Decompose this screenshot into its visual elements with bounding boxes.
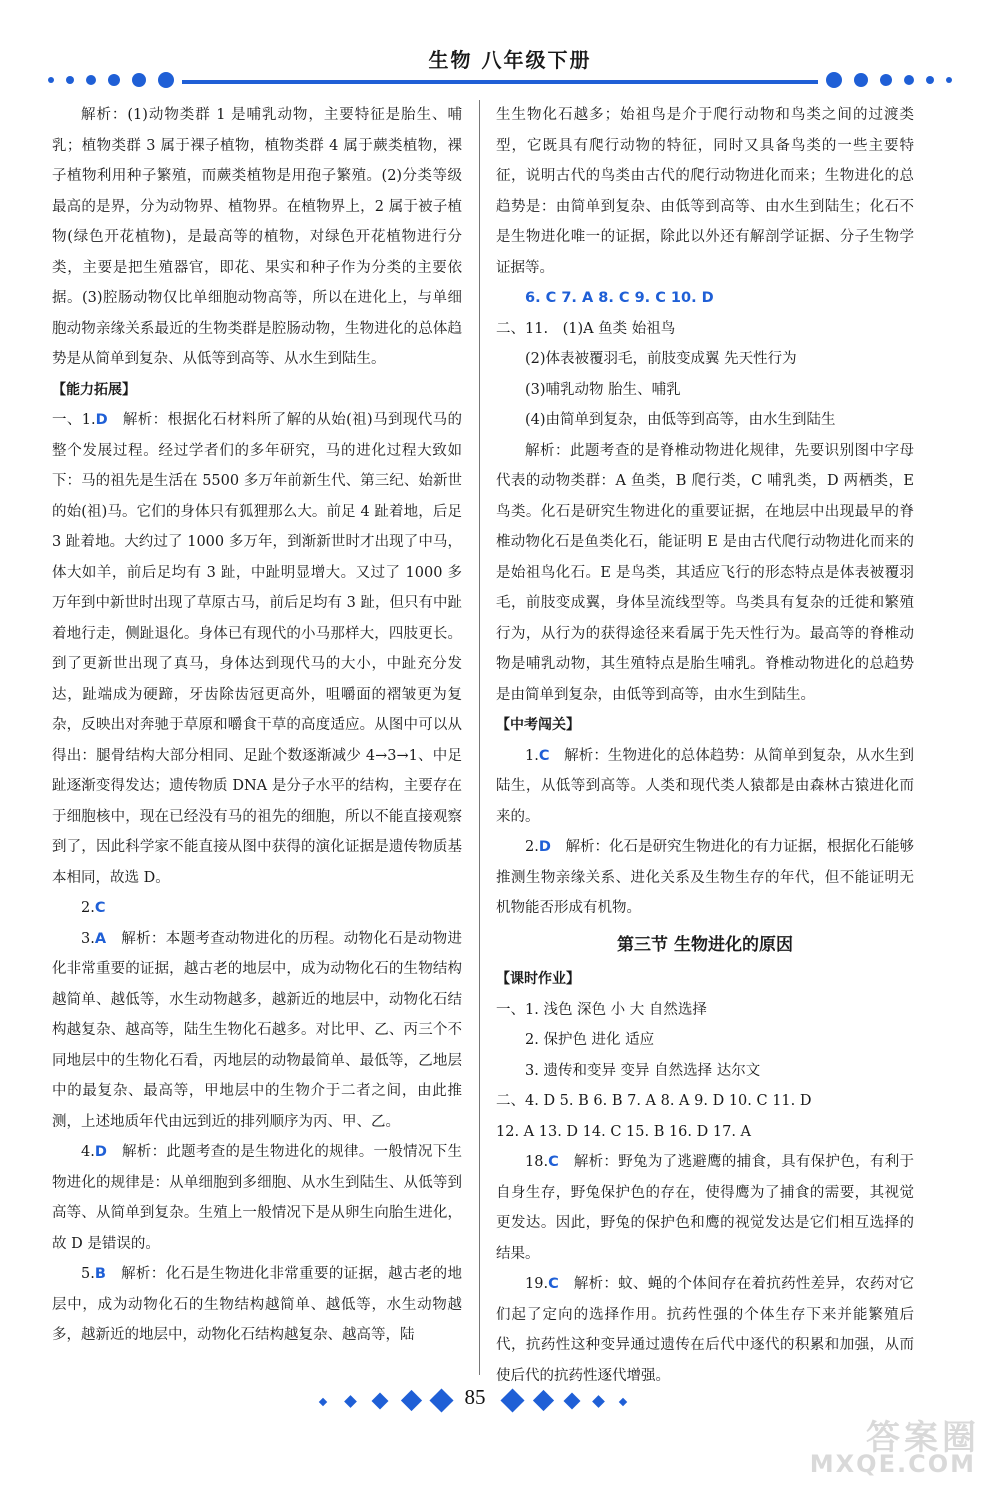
exam-question-2 — [496, 832, 914, 924]
watermark-url: MXQE.COM — [809, 1450, 976, 1478]
footer-diamond — [592, 1395, 605, 1408]
answers-row: 一、1. 浅色 深色 小 大 自然选择 — [496, 1001, 707, 1018]
header-dot — [132, 73, 146, 87]
header-dot — [946, 77, 952, 83]
header-dot — [48, 77, 54, 83]
explanation: 解析：蚊、蝇的个体间存在着抗药性差异，农药对它们起了定向的选择作用。抗药性强的个体生存下来并能繁殖后代，抗药性这种变异通过遗传在后代中逐代的积累和加强，从而使后代的抗药性逐代增强。 — [496, 1276, 915, 1384]
right-column — [496, 100, 914, 1391]
question-number: 5. — [81, 1266, 95, 1282]
explanation: 解析：根据化石材料所了解的从始(祖)马到现代马的整个发展过程。经过学者们的多年研究，马的进化过程大致如下：马的祖先是生活在 5500 多万年前新生代、第三纪、始新世的始(祖)马。它们的身体只有狐狸那么大。前足 4 趾着地，后足 3 趾着地。大约过了 1000 多万年，到渐新世时才出现了中马，体大如羊，前后足均有 3 趾，中趾明显增大。又过了 1000 多万年到中新世时出现了草原古马，前后足均有 3 趾，但只有中趾着地行走，侧趾退化。身体已有现代的小马那样大，四肢更长。到了更新世出现了真马，身体达到现代马的大小，中趾充分发达，趾端成为硬蹄，牙齿除齿冠更高外，咀嚼面的褶皱更为复杂，反映出对奔驰于草原和嚼食干草的高度适应。从图中可以从得出：腿骨结构大部分相同、足趾个数逐渐减少 4→3→1、中足趾逐渐变得发达；遗传物质 DNA 是分子水平的结构，主要存在于细胞核中，现在已经没有马的祖先的细胞，所以不能直接观察到了，因此科学家不能直接从图中获得的演化证据是遗传物质基本相同，故选 D。 — [52, 412, 463, 886]
question-5 — [52, 1259, 462, 1351]
explanation: 解析：本题考查动物进化的历程。动物化石是动物进化非常重要的证据，越古老的地层中，成为动物化石的生物结构越简单、越低等，水生动物越多，越新近的地层中，动物化石结构越复杂、越高等，陆生生物化石越多。对比甲、乙、丙三个不同地层中的生物化石看，丙地层的动物最简单、最低等，乙地层中的最复杂、最高等，甲地层中的生物介于二者之间，由此推测，上述地质年代由远到近的排列顺序为丙、甲、乙。 — [52, 930, 463, 1130]
question-number: 二、11. — [496, 320, 549, 337]
answer-part: (3)哺乳动物 胎生、哺乳 — [525, 381, 681, 398]
question-number: 18. — [525, 1154, 549, 1170]
section-label: 【课时作业】 — [496, 971, 580, 987]
answers-row: 3. 遗传和变异 变异 自然选择 达尔文 — [525, 1062, 761, 1079]
question-19 — [496, 1269, 914, 1391]
explanation: 解析：化石是研究生物进化的有力证据，根据化石能够推测生物亲缘关系、进化关系及生物生存的年代，但不能证明无机物能否形成有机物。 — [496, 839, 915, 916]
footer-diamond — [319, 1398, 327, 1406]
explanation: 解析：野兔为了逃避鹰的捕食，具有保护色，有利于自身生存，野兔保护色的存在，使得鹰为了捕食的需要，其视觉更发达。因此，野兔的保护色和鹰的视觉发达是它们相互选择的结果。 — [496, 1154, 915, 1262]
header-dot — [826, 72, 842, 88]
footer-diamond — [401, 1390, 422, 1411]
header-dot — [926, 76, 934, 84]
footer-diamond — [372, 1393, 389, 1410]
answer-letter: C — [548, 1276, 559, 1292]
watermark — [790, 1410, 990, 1480]
answer-letter: D — [95, 412, 108, 428]
question-3 — [52, 924, 462, 1138]
question-number: 2. — [525, 839, 539, 855]
answer-paragraph: 生生物化石越多；始祖鸟是介于爬行动物和鸟类之间的过渡类型，它既具有爬行动物的特征，同时又具备鸟类的一些主要特征，说明古代的鸟类由古代的爬行动物进化而来；生物进化的总趋势是：由简单到复杂、由低等到高等、由水生到陆生；化石不是生物进化唯一的证据，除此以外还有解剖学证据、分子生物学证据等。 — [496, 107, 914, 276]
page-header — [40, 44, 960, 84]
answer-letter: D — [538, 839, 551, 855]
question-11 — [496, 314, 914, 345]
explanation: 解析：此题考查的是生物进化的规律。一般情况下生物进化的规律是：从单细胞到多细胞、从水生到陆生、从低等到高等、从简单到复杂。生殖上一般情况下是从卵生向胎生进化，故 D 是错误的。 — [52, 1144, 462, 1252]
section-heading: 第三节 生物进化的原因 — [617, 934, 793, 955]
page-number: 85 — [464, 1385, 486, 1409]
footer-diamond — [533, 1390, 554, 1411]
answer-part: (1)A 鱼类 始祖鸟 — [562, 320, 676, 337]
question-number: 1. — [525, 747, 539, 764]
header-dot — [904, 75, 914, 85]
question-2 — [52, 893, 462, 924]
header-dot — [158, 72, 174, 88]
question-number: 19. — [525, 1276, 549, 1292]
answer-letter: C — [94, 900, 106, 916]
footer-diamond — [564, 1393, 581, 1410]
watermark-logo-text: 答案圈 — [866, 1418, 980, 1458]
header-dot — [86, 75, 96, 85]
left-column — [52, 100, 462, 1351]
question-18 — [496, 1147, 914, 1269]
footer-diamond — [429, 1388, 453, 1412]
header-dot — [854, 73, 868, 87]
answer-letter: D — [94, 1144, 107, 1160]
footer-diamond — [500, 1388, 524, 1412]
section-label: 【能力拓展】 — [52, 381, 136, 398]
question-number: 一、1. — [52, 412, 96, 428]
answers-row: 12. A 13. D 14. C 15. B 16. D 17. A — [496, 1123, 752, 1140]
answers-row: 2. 保护色 进化 适应 — [525, 1032, 655, 1048]
explanation: 解析：此题考查的是脊椎动物进化规律，先要识别图中字母代表的动物类群：A 鱼类，B 爬行类，C 哺乳类，D 两栖类，E 鸟类。化石是研究生物进化的重要证据，在地层中出现最早的脊椎动物化石是鱼类化石，能证明 E 是由古代爬行动物进化而来的是始祖鸟化石。E 是鸟类，其适应飞行的形态特点是体表被覆羽毛，前肢变成翼，身体呈流线型等。鸟类具有复杂的迁徙和繁殖行为，从行为的获得途径来看属于先天性行为。最高等的脊椎动物是哺乳动物，其生殖特点是胎生哺乳。脊椎动物进化的总趋势是由简单到复杂，由低等到高等，由水生到陆生。 — [496, 442, 914, 703]
footer-diamond — [344, 1395, 357, 1408]
answer-letter: A — [94, 930, 107, 947]
question-4 — [52, 1137, 462, 1259]
column-divider — [479, 100, 480, 1375]
answer-letter: C — [548, 1154, 559, 1170]
explanation: 解析：生物进化的总体趋势：从简单到复杂，从水生到陆生，从低等到高等。人类和现代类人猿都是由森林古猿进化而来的。 — [496, 747, 915, 825]
question-number: 3. — [81, 930, 95, 947]
question-1 — [52, 405, 462, 893]
exam-question-1 — [496, 741, 914, 833]
answer-paragraph: 解析：(1)动物类群 1 是哺乳动物，主要特征是胎生、哺乳；植物类群 3 属于裸子植物，植物类群 4 属于蕨类植物，裸子植物利用种子繁殖，而蕨类植物是用孢子繁殖。(2)分类等级最高的是界，分为动物界、植物界。在植物界上，2 属于被子植物(绿色开花植物)，是最高等的植物，对绿色开花植物进行分类，主要是把生殖器官，即花、果实和种子作为分类的主要依据。(3)腔肠动物仅比单细胞动物高等，所以在进化上，与单细胞动物亲缘关系最近的生物类群是腔肠动物，生物进化的总体趋势是从简单到复杂、从低等到高等、从水生到陆生。 — [52, 107, 462, 367]
header-dot — [880, 74, 892, 86]
answers-row: 6. C 7. A 8. C 9. C 10. D — [525, 290, 714, 306]
answers-row: 二、4. D 5. B 6. B 7. A 8. A 9. D 10. C 11. D — [496, 1093, 812, 1109]
answer-letter: C — [538, 747, 550, 764]
question-number: 2. — [81, 900, 95, 916]
footer-diamond — [619, 1398, 627, 1406]
page-title: 生物 八年级下册 — [428, 48, 592, 72]
answer-part: (2)体表被覆羽毛，前肢变成翼 先天性行为 — [525, 351, 797, 367]
explanation: 解析：化石是生物进化非常重要的证据，越古老的地层中，成为动物化石的生物结构越简单、越低等，水生动物越多，越新近的地层中，动物化石结构越复杂、越高等，陆 — [52, 1266, 463, 1343]
question-number: 4. — [81, 1144, 95, 1160]
header-dot — [66, 76, 74, 84]
answer-part: (4)由简单到复杂，由低等到高等，由水生到陆生 — [525, 412, 836, 428]
answer-letter: B — [94, 1266, 106, 1282]
section-label: 【中考闯关】 — [496, 717, 580, 733]
header-dot — [108, 74, 120, 86]
header-rule — [182, 80, 818, 84]
